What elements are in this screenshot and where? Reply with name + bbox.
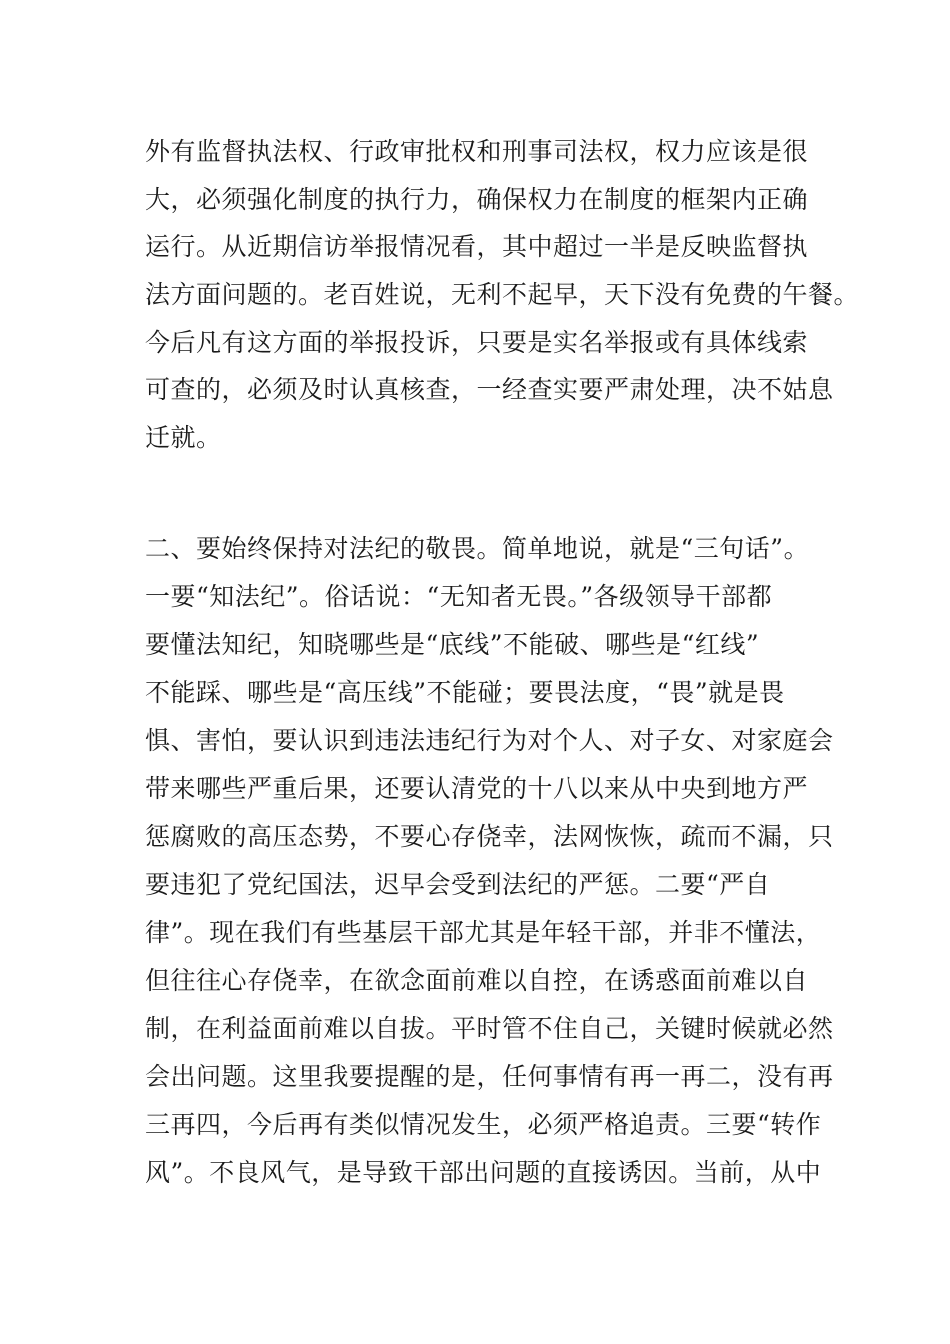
paragraph-2-line: 要违犯了党纪国法，迟早会受到法纪的严惩。二要“严自 [145, 870, 771, 899]
paragraph-2-line: 风”。不良风气，是导致干部出问题的直接诱因。当前，从中 [145, 1158, 822, 1187]
paragraph-2-line: 要懂法知纪，知晓哪些是“底线”不能破、哪些是“红线” [145, 630, 760, 659]
paragraph-1-line: 迁就。 [145, 423, 222, 452]
paragraph-2-line: 带来哪些严重后果，还要认清党的十八以来从中央到地方严 [145, 774, 809, 803]
paragraph-1-line: 法方面问题的。老百姓说，无利不起早，天下没有免费的午餐。 [145, 280, 860, 309]
paragraph-2-line: 惧、害怕，要认识到违法违纪行为对个人、对子女、对家庭会 [145, 726, 834, 755]
paragraph-2-line: 制，在利益面前难以自拔。平时管不住自己，关键时候就必然 [145, 1014, 834, 1043]
paragraph-1-line: 外有监督执法权、行政审批权和刑事司法权，权力应该是很 [145, 137, 809, 166]
paragraph-1-line: 可查的，必须及时认真核查，一经查实要严肃处理，决不姑息 [145, 375, 834, 404]
paragraph-1-line: 大，必须强化制度的执行力，确保权力在制度的框架内正确 [145, 185, 809, 214]
paragraph-1-line: 今后凡有这方面的举报投诉，只要是实名举报或有具体线索 [145, 328, 809, 357]
paragraph-2-line: 二、要始终保持对法纪的敬畏。简单地说，就是“三句话”。 [145, 534, 810, 563]
paragraph-2-line: 但往往心存侥幸，在欲念面前难以自控，在诱惑面前难以自 [145, 966, 809, 995]
paragraph-2-line: 不能踩、哪些是“高压线”不能碰；要畏法度，“畏”就是畏 [145, 678, 785, 707]
paragraph-2-line: 惩腐败的高压态势，不要心存侥幸，法网恢恢，疏而不漏，只 [145, 822, 834, 851]
paragraph-2-line: 一要“知法纪”。俗话说：“无知者无畏。”各级领导干部都 [145, 582, 773, 611]
paragraph-2-line: 会出问题。这里我要提醒的是，任何事情有再一再二，没有再 [145, 1062, 834, 1091]
paragraph-1-line: 运行。从近期信访举报情况看，其中超过一半是反映监督执 [145, 232, 809, 261]
paragraph-2-line: 律”。现在我们有些基层干部尤其是年轻干部，并非不懂法， [145, 918, 822, 947]
paragraph-2-line: 三再四，今后再有类似情况发生，必须严格追责。三要“转作 [145, 1110, 822, 1139]
